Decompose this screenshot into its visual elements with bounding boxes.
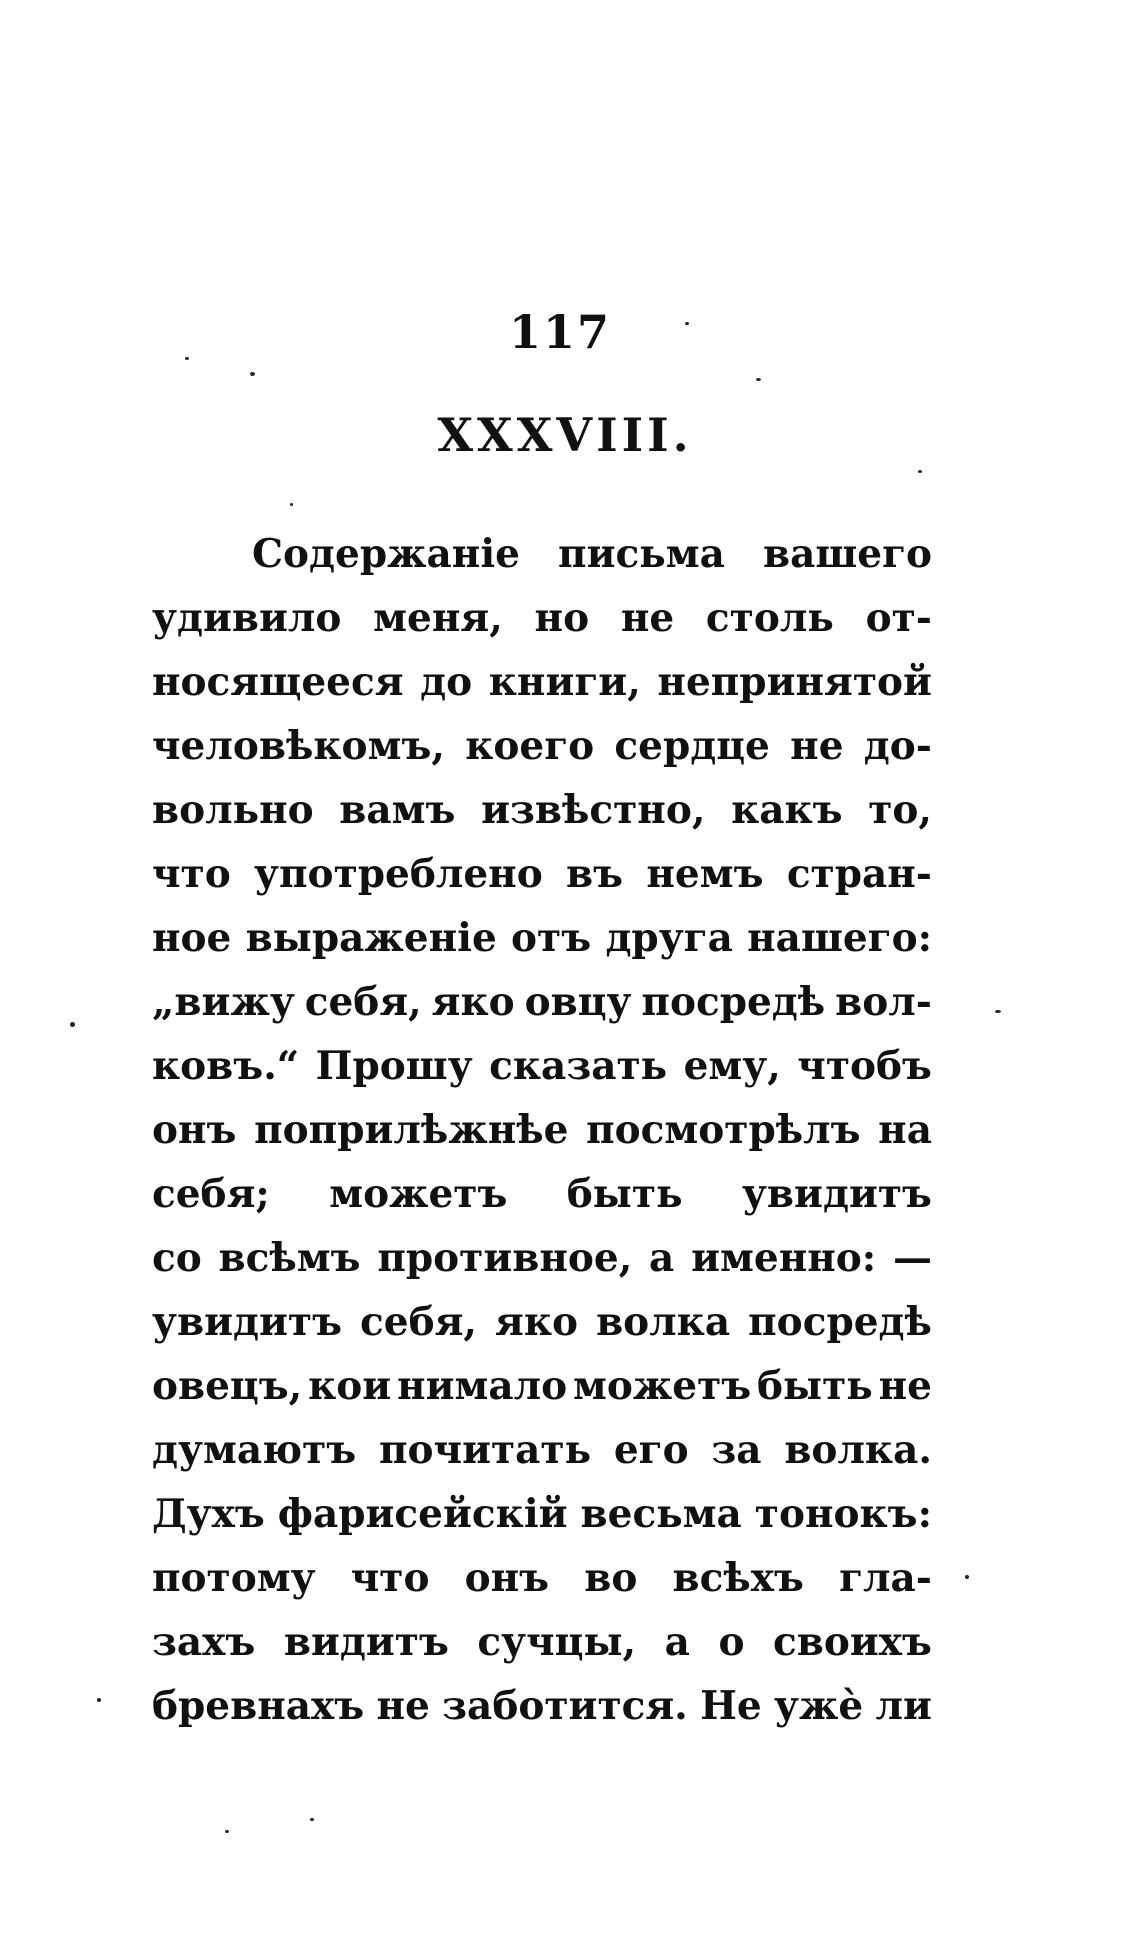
text-line: [152, 650, 932, 714]
text-line: [152, 522, 932, 586]
word: посредѣ: [748, 1299, 932, 1345]
word: нимало: [397, 1363, 568, 1409]
word: себя;: [152, 1171, 270, 1217]
scan-speck: [225, 1830, 229, 1833]
text-line: [152, 1226, 932, 1290]
word: гла-: [839, 1555, 932, 1601]
word: тонокъ:: [754, 1491, 932, 1537]
word: книги,: [488, 659, 641, 705]
word: всѣхъ: [672, 1555, 804, 1601]
word: заботится.: [442, 1683, 688, 1729]
word: употреблено: [254, 851, 543, 897]
word: сучцы,: [477, 1619, 637, 1665]
word: въ: [566, 851, 624, 897]
word: думаютъ: [152, 1427, 357, 1473]
scan-speck: [756, 378, 761, 381]
word: во: [584, 1555, 638, 1601]
text-line: [152, 1418, 932, 1482]
word: посредѣ: [641, 979, 826, 1025]
word: Прошу: [315, 1043, 473, 1089]
text-line: [152, 842, 932, 906]
word: ковъ.“: [152, 1043, 300, 1089]
text-line: [152, 586, 932, 650]
word: овецъ,: [152, 1363, 303, 1409]
text-line: [152, 1482, 932, 1546]
word: онъ: [152, 1107, 237, 1153]
word: всѣмъ: [218, 1235, 361, 1281]
text-line: [152, 714, 932, 778]
word: меня,: [373, 595, 503, 641]
word: со: [152, 1235, 202, 1281]
word: вольно: [152, 787, 314, 833]
word: носящееся: [152, 659, 404, 705]
scan-speck: [918, 470, 922, 473]
word: не: [790, 723, 844, 769]
word: нашего:: [747, 915, 932, 961]
page-number: 117: [508, 305, 612, 359]
word: можетъ: [573, 1363, 752, 1409]
word: себя,: [304, 979, 422, 1025]
word: до: [420, 659, 473, 705]
word: извѣстно,: [481, 787, 706, 833]
word: именно:: [691, 1235, 877, 1281]
text-line: [152, 1354, 932, 1418]
scan-speck: [965, 1575, 969, 1579]
word: потому: [152, 1555, 316, 1601]
word: „вижу: [152, 979, 295, 1025]
word: фарисейскій: [277, 1491, 568, 1537]
word: вол-: [835, 979, 932, 1025]
word: а: [649, 1235, 675, 1281]
text-line: [152, 778, 932, 842]
body-text: [152, 522, 932, 1738]
word: овцу: [524, 979, 632, 1025]
word: о: [718, 1619, 745, 1665]
text-line: [152, 1290, 932, 1354]
word: от-: [865, 595, 932, 641]
word: Содержаніе: [252, 531, 520, 577]
word: сказать: [489, 1043, 668, 1089]
word: то,: [868, 787, 932, 833]
word: а: [664, 1619, 690, 1665]
word: коего: [465, 723, 595, 769]
word: видитъ: [283, 1619, 449, 1665]
text-line: [152, 1098, 932, 1162]
word: быть: [757, 1363, 873, 1409]
scan-speck: [97, 1698, 101, 1702]
word: какъ: [731, 787, 843, 833]
word: себя,: [360, 1299, 477, 1345]
word: волка: [596, 1299, 731, 1345]
word: вамъ: [339, 787, 456, 833]
scan-speck: [70, 1022, 75, 1027]
word: онъ: [464, 1555, 550, 1601]
word: своихъ: [772, 1619, 932, 1665]
text-line: [152, 1162, 932, 1226]
word: удивило: [152, 595, 342, 641]
word: что: [350, 1555, 430, 1601]
scan-speck: [995, 1010, 1001, 1013]
word: можетъ: [329, 1171, 508, 1217]
word: не: [620, 595, 675, 641]
word: друга: [605, 915, 733, 961]
text-line: [152, 1546, 932, 1610]
word: человѣкомъ,: [152, 723, 445, 769]
word: яко: [495, 1299, 579, 1345]
scan-speck: [290, 503, 293, 506]
word: его: [613, 1427, 689, 1473]
text-line: [152, 1610, 932, 1674]
word: Духъ: [152, 1491, 265, 1537]
scan-speck: [250, 372, 255, 376]
word: яко: [431, 979, 515, 1025]
word: стран-: [786, 851, 932, 897]
word: что: [152, 851, 231, 897]
word: увидитъ: [152, 1299, 342, 1345]
word: увидитъ: [741, 1171, 932, 1217]
word: ужѐ: [774, 1683, 864, 1729]
word: быть: [566, 1171, 683, 1217]
word: ему,: [683, 1043, 781, 1089]
text-line: [152, 906, 932, 970]
word: ли: [875, 1683, 932, 1729]
scan-speck: [310, 1818, 314, 1821]
word: противное,: [377, 1235, 633, 1281]
word: чтобъ: [797, 1043, 932, 1089]
word: бревнахъ: [152, 1683, 365, 1729]
word: кои: [308, 1363, 392, 1409]
word: почитать: [378, 1427, 592, 1473]
word: до-: [863, 723, 932, 769]
scan-speck: [185, 357, 189, 360]
word: посмотрѣлъ: [586, 1107, 861, 1153]
word: ное: [152, 915, 232, 961]
word: письма: [558, 531, 725, 577]
word: отъ: [511, 915, 592, 961]
word: на: [878, 1107, 932, 1153]
word: Не: [700, 1683, 762, 1729]
word: захъ: [152, 1619, 256, 1665]
word: сердце: [614, 723, 770, 769]
word: столь: [705, 595, 834, 641]
text-line: [152, 1034, 932, 1098]
word: не: [878, 1363, 932, 1409]
word: поприлѣжнѣе: [254, 1107, 569, 1153]
word: выраженіе: [245, 915, 497, 961]
word: вашего: [762, 531, 932, 577]
word: но: [534, 595, 590, 641]
word: непринятой: [657, 659, 932, 705]
word: немъ: [646, 851, 764, 897]
text-line: [152, 1674, 932, 1738]
chapter-heading: XXXVIII.: [437, 408, 693, 462]
word: —: [892, 1235, 932, 1281]
word: за: [711, 1427, 762, 1473]
word: не: [376, 1683, 430, 1729]
scan-speck: [685, 322, 689, 325]
text-line: [152, 970, 932, 1034]
word: волка.: [784, 1427, 932, 1473]
word: весьма: [580, 1491, 742, 1537]
